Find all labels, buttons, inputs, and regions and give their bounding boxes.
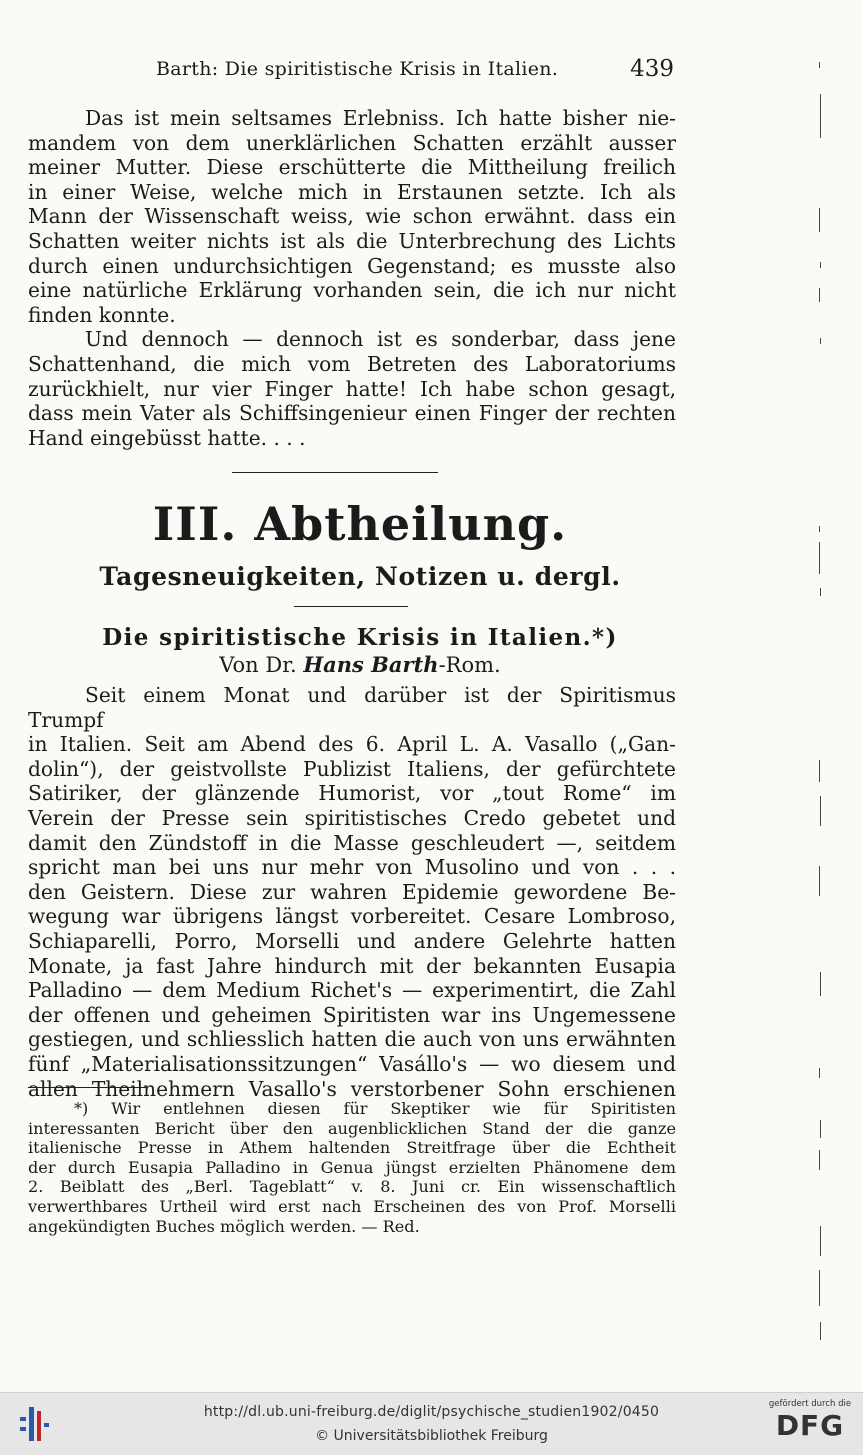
text-line: meiner Mutter. Diese erschütterte die Mittheilung freilich [28,155,676,180]
text-line: in Italien. Seit am Abend des 6. April L. A. Vasallo („Gan- [28,732,676,757]
text-line: finden konnte. [28,302,176,327]
text-line: den Geistern. Diese zur wahren Epidemie gewordene Be- [28,879,676,904]
footnote-rule [28,1087,146,1088]
byline-prefix: Von Dr. [219,653,297,677]
article-body [28,683,676,1101]
text-line: Palladino — dem Medium Richet's — experimentirt, die Zahl [28,978,676,1003]
text-line: dass mein Vater als Schiffsingenieur einen Finger der rechten [28,401,676,426]
text-line: Monate, ja fast Jahre hindurch mit der bekannten Eusapia [28,953,676,978]
page-edge-marks [815,0,825,1392]
running-head-title: Barth: Die spiritistische Krisis in Italien. [156,58,559,80]
text-line: Das ist mein seltsames Erlebniss. Ich hatte bisher nie- [85,106,676,130]
text-line: allen Theilnehmern Vasallo's verstorbener Sohn erschienen [28,1076,676,1101]
text-line: dolin“), der geistvollste Publizist Italiens, der gefürchtete [28,756,676,781]
closing-story-text [28,106,676,450]
text-line: der offenen und geheimen Spiritisten war ins Ungemessene [28,1002,676,1027]
text-line: Seit einem Monat und darüber ist der Spiritismus Trumpf [28,683,676,732]
footnote-line: verwerthbares Urtheil wird erst nach Erscheinen des von Prof. Morselli [28,1196,676,1216]
byline-author: Hans Barth [303,652,439,677]
section-title: III. Abtheilung. [152,497,568,551]
text-line: Mann der Wissenschaft weiss, wie schon erwähnt. dass ein [28,204,676,229]
text-line: Und dennoch — dennoch ist es sonderbar, dass jene [85,327,676,352]
footnote-line: 2. Beiblatt des „Berl. Tageblatt“ v. 8. Juni cr. Ein wissenschaftlich [28,1177,676,1197]
story-paragraph-2 [28,327,676,450]
library-footer [0,1392,863,1455]
text-line: mandem von dem unerklärlichen Schatten erzählt ausser [28,130,676,155]
story-paragraph-1 [28,106,676,327]
text-line: wegung war übrigens längst vorbereitet. Cesare Lombroso, [28,904,676,929]
article-paragraph [28,683,676,1101]
article-byline [0,652,720,677]
text-line: damit den Zündstoff in die Masse geschleudert —, seitdem [28,830,676,855]
footnote [28,1099,676,1236]
footnote-line: der durch Eusapia Palladino in Genua jüngst erzielten Phänomene dem [28,1157,676,1177]
separator-rule [232,472,438,473]
footnote-line: *) Wir entlehnen diesen für Skeptiker wie für Spiritisten [74,1099,676,1118]
text-line: Schiaparelli, Porro, Morselli und andere Gelehrte hatten [28,928,676,953]
text-line: in einer Weise, welche mich in Erstaunen setzte. Ich als [28,179,676,204]
source-url[interactable]: http://dl.ub.uni-freiburg.de/diglit/psychische_studien1902/0450 [203,1404,660,1420]
footnote-line: angekündigten Buches möglich werden. — Red. [28,1216,420,1236]
text-line: durch einen undurchsichtigen Gegenstand; es musste also [28,253,676,278]
dfg-logo [765,1399,855,1451]
running-head [28,58,676,86]
section-subtitle: Tagesneuigkeiten, Notizen u. dergl. [99,562,621,591]
text-line: fünf „Materialisationssitzungen“ Vasállo's — wo diesem und [28,1051,676,1076]
short-rule [294,606,408,607]
footnote-line: italienische Presse in Athem haltenden Streitfrage über die Echtheit [28,1138,676,1158]
text-line: zurückhielt, nur vier Finger hatte! Ich habe schon gesagt, [28,376,676,401]
text-line: Verein der Presse sein spiritistisches Credo gebetet und [28,805,676,830]
text-line: gestiegen, und schliesslich hatten die auch von uns erwähnten [28,1027,676,1052]
text-line: Satiriker, der glänzende Humorist, vor „tout Rome“ im [28,781,676,806]
text-line: spricht man bei uns nur mehr von Musolino und von . . . [28,855,676,880]
text-line: Schattenhand, die mich vom Betreten des Laboratoriums [28,351,676,376]
dfg-funding-note: gefördert durch die [768,1399,852,1409]
text-line: Hand eingebüsst hatte. . . . [28,425,306,450]
text-line: Schatten weiter nichts ist als die Unterbrechung des Lichts [28,228,676,253]
article-title: Die spiritistische Krisis in Italien.*) [102,624,618,651]
page-number: 439 [630,56,674,82]
dfg-wordmark: DFG [775,1409,845,1442]
byline-suffix: -Rom. [438,653,501,677]
copyright-notice: © Universitätsbibliothek Freiburg [315,1428,548,1444]
text-line: eine natürliche Erklärung vorhanden sein, die ich nur nicht [28,278,676,303]
footnote-line: interessanten Bericht über den augenblicklichen Stand der die ganze [28,1118,676,1138]
